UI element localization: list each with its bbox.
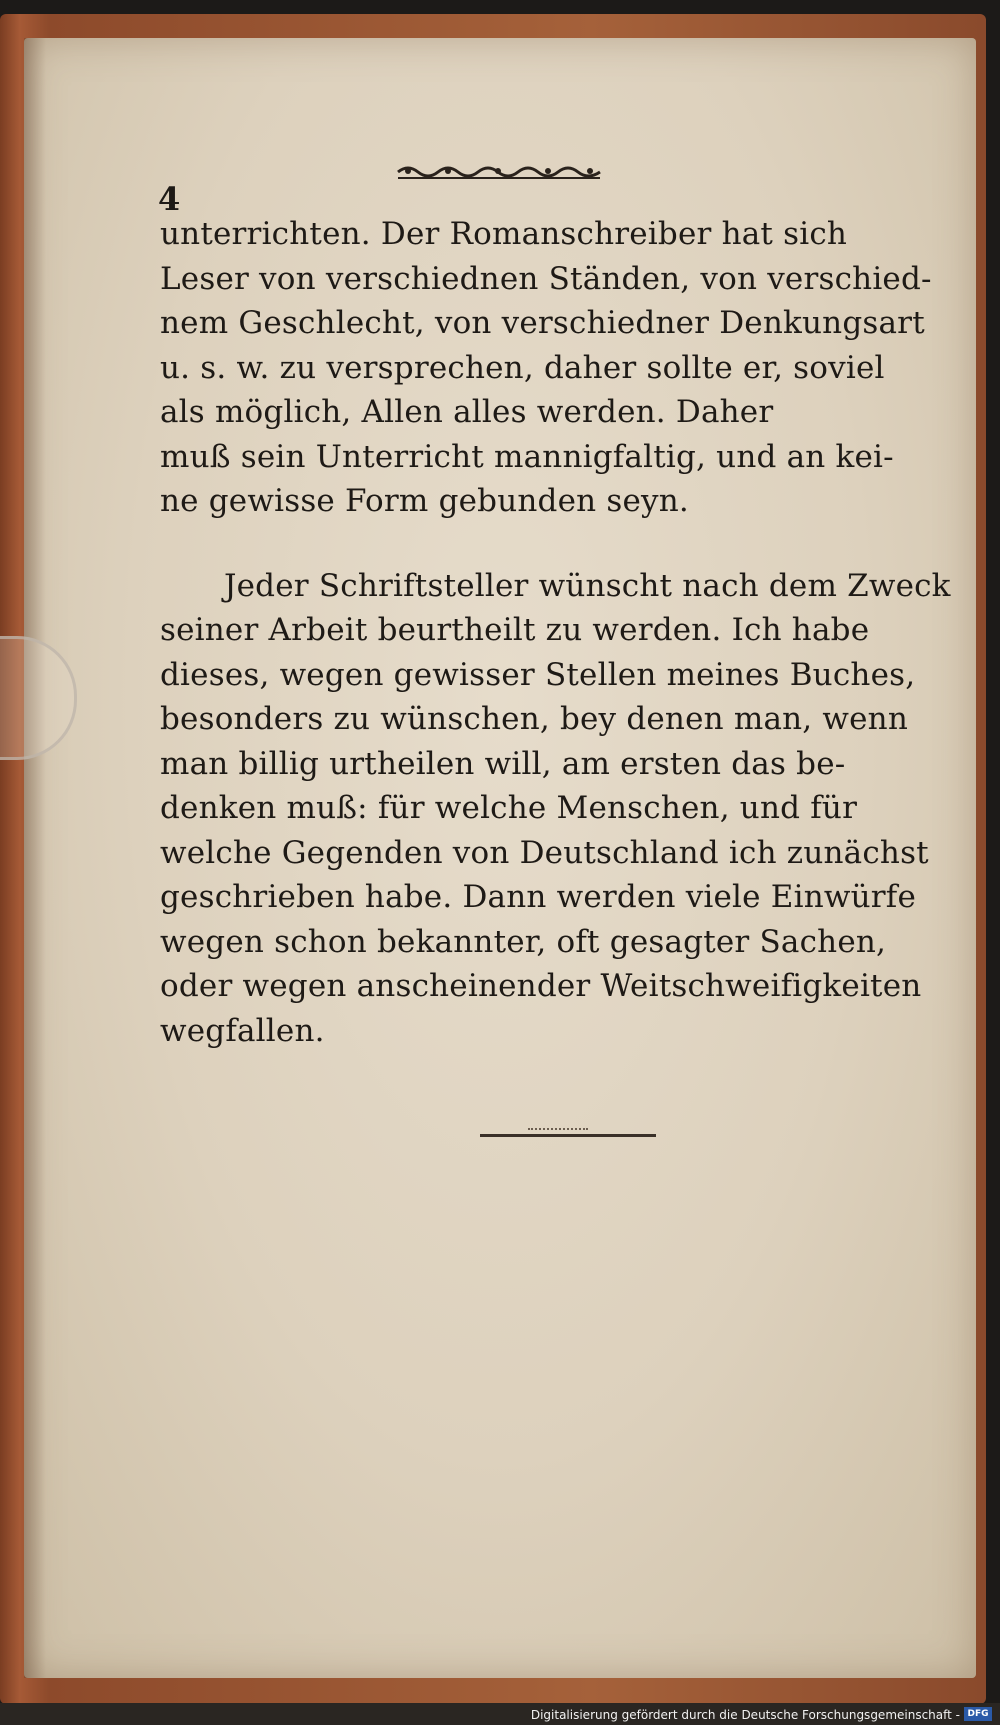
section-divider — [480, 1134, 656, 1137]
text-line: Leser von verschiednen Ständen, von verschied- — [160, 260, 932, 297]
text-line: nem Geschlecht, von verschiedner Denkungsart — [160, 305, 925, 341]
text-line: wegfallen. — [160, 1012, 325, 1049]
text-line: besonders zu wünschen, bey denen man, wenn — [160, 701, 909, 737]
text-line: muß sein Unterricht mannigfaltig, und an kei- — [160, 438, 894, 475]
text-line: Jeder Schriftsteller wünscht nach dem Zweck — [224, 567, 951, 604]
text-line: man billig urtheilen will, am ersten das be- — [160, 745, 846, 782]
section-end-mark — [528, 1122, 588, 1130]
text-line: u. s. w. zu versprechen, daher sollte er, soviel — [160, 349, 885, 386]
paragraph-2 — [160, 564, 951, 1054]
body-text — [160, 212, 951, 1053]
text-line: oder wegen anscheinender Weitschweifigkeiten — [160, 968, 922, 1004]
page-gutter-shadow — [24, 38, 46, 1678]
text-line: unterrichten. Der Romanschreiber hat sich — [160, 216, 848, 252]
text-line: denken muß: für welche Menschen, und für — [160, 790, 858, 826]
text-line: seiner Arbeit beurtheilt zu werden. Ich habe — [160, 612, 870, 648]
page-number: 4 — [158, 180, 181, 218]
text-line: welche Gegenden von Deutschland ich zunächst — [160, 834, 929, 871]
text-line: ne gewisse Form gebunden seyn. — [160, 483, 689, 519]
paragraph-1 — [160, 212, 932, 524]
text-line: wegen schon bekannter, oft gesagter Sachen, — [160, 923, 887, 960]
dfg-logo-icon: DFG — [964, 1707, 992, 1721]
header-ornament-icon — [394, 162, 604, 182]
text-line: geschrieben habe. Dann werden viele Einwürfe — [160, 879, 917, 915]
funding-credit: Digitalisierung gefördert durch die Deutsche Forschungsgemeinschaft - — [530, 1708, 960, 1722]
text-line: dieses, wegen gewisser Stellen meines Buches, — [160, 656, 916, 693]
text-line: als möglich, Allen alles werden. Daher — [160, 394, 774, 430]
